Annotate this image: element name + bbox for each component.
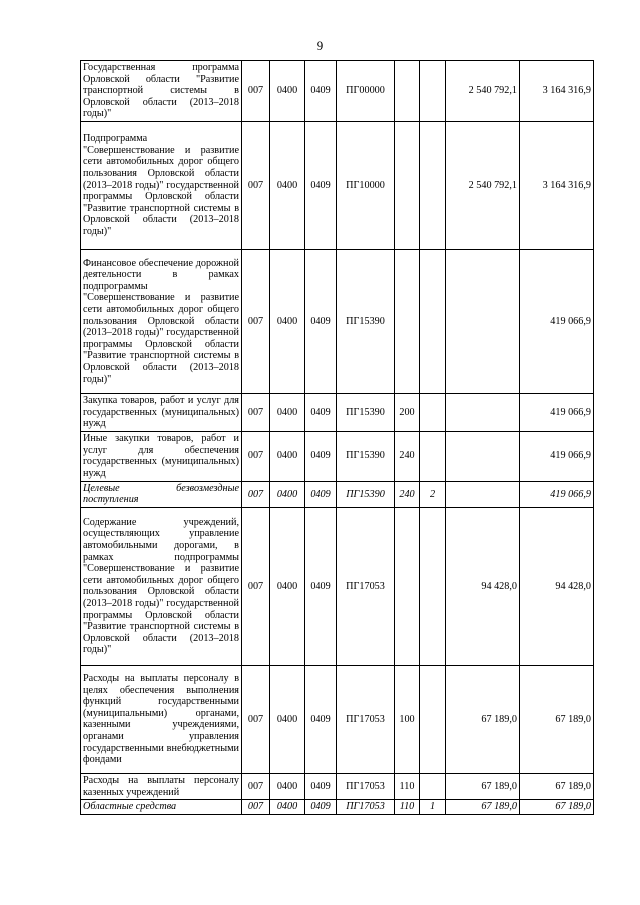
table-row (81, 665, 594, 773)
expense-name-cell: Областные средства (81, 800, 242, 815)
amount-year1-cell: 2 540 792,1 (446, 61, 520, 122)
expense-name-cell: Финансовое обеспечение дорожной деятельности в рамках подпрограммы "Совершенствование и развитие сети автомобильных дорог общего пользования Орловской области (2013–2018 годы)" государственной программы Орловской области "Развитие транспортной системы в Орловской области (2013–2018 годы)" (81, 249, 242, 393)
expense-name-cell: Государственная программа Орловской области "Развитие транспортной системы в Орловской области (2013–2018 годы)" (81, 61, 242, 122)
section-code-cell: 0400 (270, 481, 305, 507)
section-code-cell: 0400 (270, 665, 305, 773)
table-body (81, 61, 594, 815)
table-row (81, 507, 594, 665)
expense-name-cell: Содержание учреждений, осуществляющих управление автомобильными дорогами, в рамках подпрограммы "Совершенствование и развитие сети автомобильных дорог общего пользования Орловской области (2013–2018 годы)" государственной программы Орловской области "Развитие транспортной системы в Орловской области (2013–2018 годы)" (81, 507, 242, 665)
department-code-cell: 007 (242, 773, 270, 799)
amount-year2-cell: 419 066,9 (520, 431, 594, 481)
funding-source-cell (420, 249, 446, 393)
subsection-code-cell: 0409 (305, 249, 337, 393)
expense-type-cell: 240 (395, 481, 420, 507)
amount-year2-cell: 67 189,0 (520, 773, 594, 799)
funding-source-cell (420, 61, 446, 122)
section-code-cell: 0400 (270, 773, 305, 799)
funding-source-cell (420, 393, 446, 431)
expense-type-cell (395, 61, 420, 122)
amount-year1-cell: 67 189,0 (446, 665, 520, 773)
expense-name-cell: Целевые безвозмездные поступления (81, 481, 242, 507)
section-code-cell: 0400 (270, 249, 305, 393)
expense-type-cell (395, 121, 420, 249)
amount-year1-cell (446, 393, 520, 431)
expense-type-cell (395, 249, 420, 393)
target-article-cell: ПГ17053 (337, 773, 395, 799)
subsection-code-cell: 0409 (305, 773, 337, 799)
amount-year1-cell (446, 431, 520, 481)
amount-year2-cell: 67 189,0 (520, 665, 594, 773)
subsection-code-cell: 0409 (305, 481, 337, 507)
department-code-cell: 007 (242, 800, 270, 815)
amount-year2-cell: 3 164 316,9 (520, 121, 594, 249)
target-article-cell: ПГ15390 (337, 481, 395, 507)
target-article-cell: ПГ15390 (337, 431, 395, 481)
funding-source-cell: 2 (420, 481, 446, 507)
amount-year1-cell: 67 189,0 (446, 773, 520, 799)
target-article-cell: ПГ15390 (337, 249, 395, 393)
expense-type-cell: 240 (395, 431, 420, 481)
funding-source-cell (420, 773, 446, 799)
subsection-code-cell: 0409 (305, 121, 337, 249)
section-code-cell: 0400 (270, 507, 305, 665)
target-article-cell: ПГ17053 (337, 507, 395, 665)
section-code-cell: 0400 (270, 121, 305, 249)
table-row (81, 61, 594, 122)
amount-year2-cell: 419 066,9 (520, 393, 594, 431)
expense-type-cell: 100 (395, 665, 420, 773)
department-code-cell: 007 (242, 121, 270, 249)
table-row (81, 773, 594, 799)
department-code-cell: 007 (242, 507, 270, 665)
subsection-code-cell: 0409 (305, 431, 337, 481)
department-code-cell: 007 (242, 665, 270, 773)
table-row (81, 481, 594, 507)
section-code-cell: 0400 (270, 800, 305, 815)
table-row (81, 249, 594, 393)
target-article-cell: ПГ15390 (337, 393, 395, 431)
expense-type-cell: 110 (395, 773, 420, 799)
table-row (81, 121, 594, 249)
subsection-code-cell: 0409 (305, 61, 337, 122)
funding-source-cell (420, 665, 446, 773)
table-row (81, 431, 594, 481)
section-code-cell: 0400 (270, 431, 305, 481)
subsection-code-cell: 0409 (305, 507, 337, 665)
amount-year1-cell: 67 189,0 (446, 800, 520, 815)
funding-source-cell (420, 121, 446, 249)
expense-name-cell: Расходы на выплаты персоналу казенных учреждений (81, 773, 242, 799)
target-article-cell: ПГ10000 (337, 121, 395, 249)
section-code-cell: 0400 (270, 393, 305, 431)
subsection-code-cell: 0409 (305, 665, 337, 773)
expense-type-cell: 110 (395, 800, 420, 815)
target-article-cell: ПГ00000 (337, 61, 395, 122)
funding-source-cell (420, 507, 446, 665)
amount-year1-cell: 2 540 792,1 (446, 121, 520, 249)
target-article-cell: ПГ17053 (337, 665, 395, 773)
funding-source-cell (420, 431, 446, 481)
amount-year1-cell: 94 428,0 (446, 507, 520, 665)
expense-type-cell (395, 507, 420, 665)
department-code-cell: 007 (242, 61, 270, 122)
section-code-cell: 0400 (270, 61, 305, 122)
expense-name-cell: Иные закупки товаров, работ и услуг для обеспечения государственных (муниципальных) нужд (81, 431, 242, 481)
page-number: 9 (316, 38, 324, 53)
department-code-cell: 007 (242, 431, 270, 481)
department-code-cell: 007 (242, 249, 270, 393)
expense-name-cell: Подпрограмма "Совершенствование и развитие сети автомобильных дорог общего пользования Орловской области (2013–2018 годы)" государственной программы Орловской области "Развитие транспортной системы в Орловской области (2013–2018 годы)" (81, 121, 242, 249)
expense-name-cell: Закупка товаров, работ и услуг для государственных (муниципальных) нужд (81, 393, 242, 431)
target-article-cell: ПГ17053 (337, 800, 395, 815)
funding-source-cell: 1 (420, 800, 446, 815)
table-row (81, 800, 594, 815)
amount-year1-cell (446, 249, 520, 393)
amount-year2-cell: 67 189,0 (520, 800, 594, 815)
table-row (81, 393, 594, 431)
department-code-cell: 007 (242, 481, 270, 507)
subsection-code-cell: 0409 (305, 393, 337, 431)
subsection-code-cell: 0409 (305, 800, 337, 815)
expense-name-cell: Расходы на выплаты персоналу в целях обеспечения выполнения функций государственными (муниципальными) органами, казенными учреждениями, органами управления государственными внебюджетными фондами (81, 665, 242, 773)
expense-type-cell: 200 (395, 393, 420, 431)
budget-table (80, 60, 594, 815)
amount-year2-cell: 419 066,9 (520, 249, 594, 393)
amount-year2-cell: 94 428,0 (520, 507, 594, 665)
amount-year1-cell (446, 481, 520, 507)
amount-year2-cell: 419 066,9 (520, 481, 594, 507)
amount-year2-cell: 3 164 316,9 (520, 61, 594, 122)
department-code-cell: 007 (242, 393, 270, 431)
